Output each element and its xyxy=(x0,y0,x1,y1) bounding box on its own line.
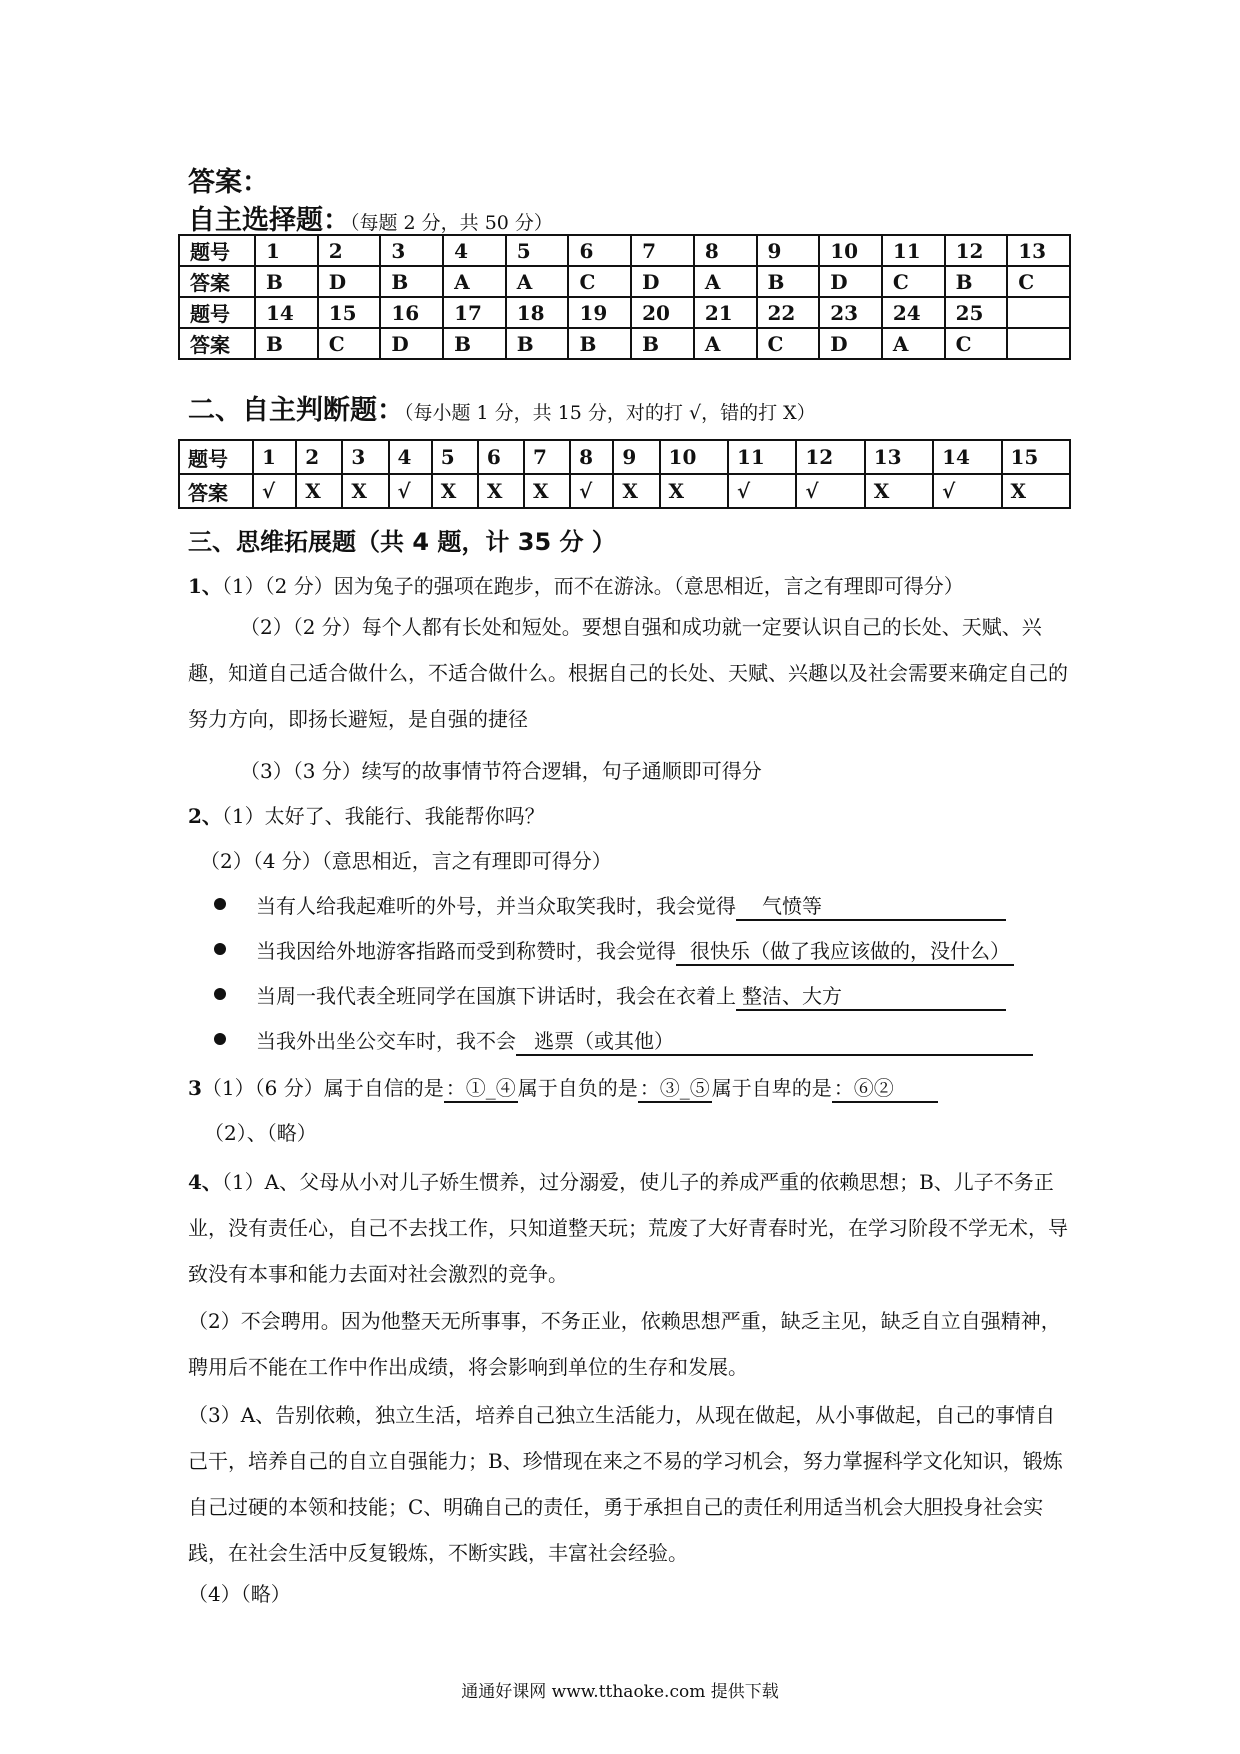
choice-cell: B xyxy=(255,328,318,359)
judge-cell: 1 xyxy=(253,440,296,474)
choice-cell xyxy=(1007,297,1070,328)
choice-cell: B xyxy=(255,266,318,297)
choice-cell: D xyxy=(631,266,694,297)
judge-row-label: 答案 xyxy=(179,474,253,508)
bullet-icon xyxy=(214,988,226,1000)
q4-number: 4、 xyxy=(188,1170,222,1194)
bullet-3-text: 当周一我代表全班同学在国旗下讲话时，我会在衣着上 xyxy=(256,984,736,1008)
judge-cell: 15 xyxy=(1002,440,1071,474)
choice-cell: D xyxy=(819,266,882,297)
choice-cell: B xyxy=(380,266,443,297)
choice-cell: 7 xyxy=(631,235,694,266)
choice-cell: 23 xyxy=(819,297,882,328)
q3-part2: （2）、（略） xyxy=(204,1121,317,1145)
choice-cell: B xyxy=(568,328,631,359)
choice-cell: D xyxy=(380,328,443,359)
choice-cell: 16 xyxy=(380,297,443,328)
judge-cell: 12 xyxy=(796,440,864,474)
judge-cell: X xyxy=(342,474,388,508)
q1-number: 1、 xyxy=(188,574,222,598)
choice-cell: 2 xyxy=(318,235,381,266)
judge-cell: 10 xyxy=(660,440,728,474)
judge-answer-table xyxy=(178,439,1071,509)
q3-number: 3 xyxy=(188,1076,202,1100)
bullet-3-answer: 整洁、大方 xyxy=(736,980,1006,1011)
choice-cell: 15 xyxy=(318,297,381,328)
choice-answer-table xyxy=(178,234,1071,360)
judge-cell: 9 xyxy=(613,440,659,474)
q1-part2: （2）（2 分）每个人都有长处和短处。要想自强和成功就一定要认识自己的长处、天赋、兴趣，知道自己适合做什么，不适合做什么。根据自己的长处、天赋、兴趣以及社会需要来确定自己的努力方向，即扬长避短，是自强的捷径 xyxy=(188,615,1068,731)
bullet-icon xyxy=(214,898,226,910)
judge-cell: √ xyxy=(796,474,864,508)
judge-cell: X xyxy=(296,474,342,508)
choice-cell: D xyxy=(819,328,882,359)
choice-cell: A xyxy=(694,328,757,359)
choice-cell: 8 xyxy=(694,235,757,266)
choice-cell: C xyxy=(318,328,381,359)
choice-cell: A xyxy=(443,266,506,297)
q2-number: 2、 xyxy=(188,804,222,828)
bullet-2-answer: 很快乐（做了我应该做的，没什么） xyxy=(676,935,1014,966)
choice-cell: 21 xyxy=(694,297,757,328)
judge-cell: X xyxy=(613,474,659,508)
bullet-1-answer: 气愤等 xyxy=(736,890,1006,921)
choice-cell: C xyxy=(757,328,820,359)
judge-cell: X xyxy=(865,474,933,508)
choice-row xyxy=(179,328,1070,359)
judge-cell: 8 xyxy=(570,440,613,474)
choice-cell: 20 xyxy=(631,297,694,328)
q4-part3: （3）A、告别依赖，独立生活，培养自己独立生活能力，从现在做起，从小事做起，自己的事情自己干，培养自己的自立自强能力；B、珍惜现在来之不易的学习机会，努力掌握科学文化知识，锻炼自己过硬的本领和技能；C、明确自己的责任，勇于承担自己的责任利用适当机会大胆投身社会实践，在社会生活中反复锻炼，不断实践，丰富社会经验。 xyxy=(188,1403,1063,1565)
q3-mid2: 属于自卑的是 xyxy=(711,1076,832,1100)
choice-cell: 11 xyxy=(882,235,945,266)
judge-row-label: 题号 xyxy=(179,440,253,474)
choice-cell: 18 xyxy=(506,297,569,328)
footer-source: 通通好课网 www.tthaoke.com 提供下载 xyxy=(461,1682,779,1702)
choice-cell: C xyxy=(568,266,631,297)
q2-bullet-3 xyxy=(256,980,1006,1011)
q3-prefix: （1）（6 分）属于自信的是 xyxy=(201,1076,444,1100)
judge-cell: X xyxy=(1002,474,1071,508)
choice-cell: 3 xyxy=(380,235,443,266)
q4-part4: （4）（略） xyxy=(188,1582,291,1606)
q4-part2: （2）不会聘用。因为他整天无所事事，不务正业，依赖思想严重，缺乏主见，缺乏自立自强精神，聘用后不能在工作中作出成绩，将会影响到单位的生存和发展。 xyxy=(188,1309,1061,1379)
choice-cell: 19 xyxy=(568,297,631,328)
choice-cell: 13 xyxy=(1007,235,1070,266)
section1-title: 自主选择题： xyxy=(188,205,350,236)
choice-cell: 14 xyxy=(255,297,318,328)
choice-cell: B xyxy=(945,266,1008,297)
judge-cell: √ xyxy=(570,474,613,508)
choice-cell: 12 xyxy=(945,235,1008,266)
judge-cell: X xyxy=(524,474,570,508)
choice-cell: 5 xyxy=(506,235,569,266)
judge-cell: 6 xyxy=(478,440,524,474)
q2-bullet-4 xyxy=(256,1025,1033,1056)
choice-cell xyxy=(1007,328,1070,359)
judge-cell: 5 xyxy=(432,440,478,474)
choice-row-label: 题号 xyxy=(179,297,255,328)
section3-title: 三、思维拓展题（共 4 题，计 35 分 ） xyxy=(188,528,616,556)
q4-part1 xyxy=(188,1159,1068,1297)
judge-cell: 7 xyxy=(524,440,570,474)
choice-row-label: 答案 xyxy=(179,266,255,297)
choice-cell: 4 xyxy=(443,235,506,266)
choice-cell: C xyxy=(1007,266,1070,297)
choice-cell: 9 xyxy=(757,235,820,266)
judge-cell: 14 xyxy=(933,440,1001,474)
q2-part2: （2）（4 分）（意思相近，言之有理即可得分） xyxy=(200,849,612,873)
section2-heading xyxy=(188,388,816,427)
choice-cell: 6 xyxy=(568,235,631,266)
judge-cell: 4 xyxy=(389,440,432,474)
choice-cell: 17 xyxy=(443,297,506,328)
bullet-4-answer: 逃票（或其他） xyxy=(516,1025,1033,1056)
q3-answer-inferior: ：⑥② xyxy=(832,1072,938,1103)
choice-cell: A xyxy=(882,328,945,359)
section2-title: 二、自主判断题： xyxy=(188,395,404,426)
judge-cell: √ xyxy=(933,474,1001,508)
judge-row xyxy=(179,440,1070,474)
q3-part1 xyxy=(188,1072,938,1103)
q1-part1 xyxy=(188,570,964,599)
judge-cell: 3 xyxy=(342,440,388,474)
q1-part1-text: （1）（2 分）因为兔子的强项在跑步，而不在游泳。（意思相近，言之有理即可得分） xyxy=(221,574,964,598)
choice-cell: 1 xyxy=(255,235,318,266)
answer-title: 答案： xyxy=(188,167,269,198)
choice-cell: A xyxy=(506,266,569,297)
q3-answer-arrogant: ：③_⑤ xyxy=(638,1072,712,1103)
choice-cell: B xyxy=(443,328,506,359)
judge-cell: 11 xyxy=(728,440,796,474)
choice-cell: D xyxy=(318,266,381,297)
q2-bullet-2 xyxy=(256,935,1014,966)
q3-mid1: 属于自负的是 xyxy=(517,1076,638,1100)
bullet-4-text: 当我外出坐公交车时，我不会 xyxy=(256,1029,516,1053)
choice-row-label: 答案 xyxy=(179,328,255,359)
judge-row xyxy=(179,474,1070,508)
choice-row-label: 题号 xyxy=(179,235,255,266)
bullet-icon xyxy=(214,943,226,955)
bullet-icon xyxy=(214,1033,226,1045)
choice-cell: 25 xyxy=(945,297,1008,328)
section1-note: （每题 2 分，共 50 分） xyxy=(350,212,553,234)
bullet-1-text: 当有人给我起难听的外号，并当众取笑我时，我会觉得 xyxy=(256,894,736,918)
q2-part1-text: （1）太好了、我能行、我能帮你吗？ xyxy=(221,804,545,828)
choice-cell: B xyxy=(757,266,820,297)
choice-row xyxy=(179,266,1070,297)
judge-cell: X xyxy=(660,474,728,508)
judge-cell: 13 xyxy=(865,440,933,474)
judge-cell: 2 xyxy=(296,440,342,474)
q2-bullet-1 xyxy=(256,890,1006,921)
choice-cell: B xyxy=(631,328,694,359)
choice-cell: B xyxy=(506,328,569,359)
choice-cell: A xyxy=(694,266,757,297)
choice-row xyxy=(179,235,1070,266)
judge-cell: X xyxy=(478,474,524,508)
judge-cell: X xyxy=(432,474,478,508)
judge-cell: √ xyxy=(389,474,432,508)
judge-cell: √ xyxy=(253,474,296,508)
choice-cell: C xyxy=(882,266,945,297)
q3-answer-confident: ：①_④ xyxy=(444,1072,518,1103)
choice-cell: 22 xyxy=(757,297,820,328)
q1-part3: （3）（3 分）续写的故事情节符合逻辑，句子通顺即可得分 xyxy=(240,759,762,783)
choice-row xyxy=(179,297,1070,328)
q2-part1 xyxy=(188,800,545,829)
choice-cell: 24 xyxy=(882,297,945,328)
section1-heading xyxy=(188,198,553,237)
section2-note: （每小题 1 分，共 15 分，对的打 √，错的打 X） xyxy=(404,402,816,424)
q4-part1-text: （1）A、父母从小对儿子娇生惯养，过分溺爱，使儿子的养成严重的依赖思想；B、儿子不务正业，没有责任心，自己不去找工作，只知道整天玩；荒废了大好青春时光，在学习阶段不学无术，导致没有本事和能力去面对社会激烈的竞争。 xyxy=(188,1170,1068,1286)
choice-cell: 10 xyxy=(819,235,882,266)
bullet-2-text: 当我因给外地游客指路而受到称赞时，我会觉得 xyxy=(256,939,676,963)
choice-cell: C xyxy=(945,328,1008,359)
judge-cell: √ xyxy=(728,474,796,508)
